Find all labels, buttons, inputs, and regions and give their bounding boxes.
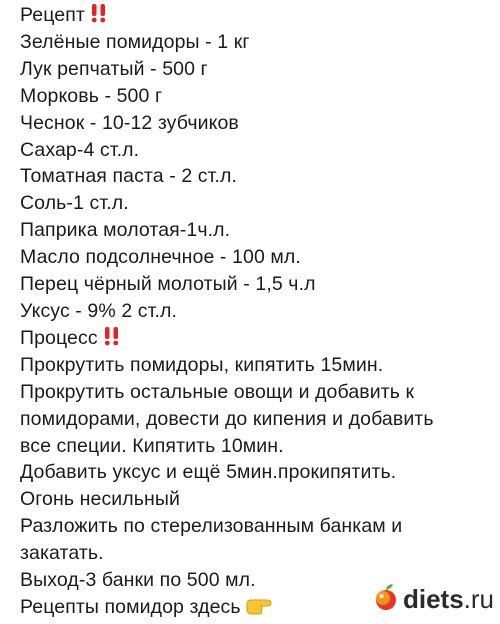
ingredient-item: Томатная паста - 2 ст.л. bbox=[20, 165, 238, 188]
process-step: Выход-3 банки по 500 мл. bbox=[20, 569, 256, 592]
process-step: Добавить уксус и ещё 5мин.прокипятить. bbox=[20, 461, 397, 484]
recipe-text bbox=[20, 2, 492, 621]
watermark-brand: diets bbox=[402, 584, 464, 614]
double-exclamation-icon bbox=[103, 326, 121, 346]
watermark-text bbox=[403, 584, 494, 615]
apple-logo-icon bbox=[373, 583, 399, 616]
ingredient-item: Морковь - 500 г bbox=[20, 84, 163, 107]
recipe-title: Рецепт bbox=[20, 4, 85, 26]
ingredient-item: Паприка молотая-1ч.л. bbox=[20, 219, 231, 242]
watermark bbox=[373, 583, 494, 616]
process-step: Разложить по стерелизованным банкам и закатать. bbox=[20, 515, 403, 565]
ingredient-item: Масло подсолнечное - 100 мл. bbox=[20, 246, 301, 269]
process-step: Огонь несильный bbox=[20, 488, 181, 511]
process-title: Процесс bbox=[20, 326, 98, 349]
process-step: Прокрутить помидоры, кипятить 15мин. bbox=[20, 353, 384, 376]
ingredient-item: Зелёные помидоры - 1 кг bbox=[20, 30, 250, 53]
ingredient-item: Перец чёрный молотый - 1,5 ч.л bbox=[20, 273, 316, 296]
ingredient-item: Соль-1 ст.л. bbox=[20, 192, 129, 215]
ingredient-item: Сахар-4 ст.л. bbox=[20, 138, 140, 161]
ingredient-item: Лук репчатый - 500 г bbox=[20, 57, 208, 80]
double-exclamation-icon bbox=[90, 3, 108, 23]
pointing-hand-icon bbox=[245, 594, 273, 616]
process-title-line bbox=[20, 325, 492, 352]
recipe-title-line bbox=[20, 2, 492, 29]
ingredient-item: Уксус - 9% 2 ст.л. bbox=[20, 299, 178, 322]
ingredient-item: Чеснок - 10-12 зубчиков bbox=[20, 111, 239, 134]
watermark-tld: .ru bbox=[463, 584, 494, 614]
recipe-link-text: Рецепты помидор здесь bbox=[20, 595, 241, 618]
process-step: Прокрутить остальные овощи и добавить к помидорами, довести до кипения и добавить все специи. Кипятить 10мин. bbox=[20, 380, 434, 457]
